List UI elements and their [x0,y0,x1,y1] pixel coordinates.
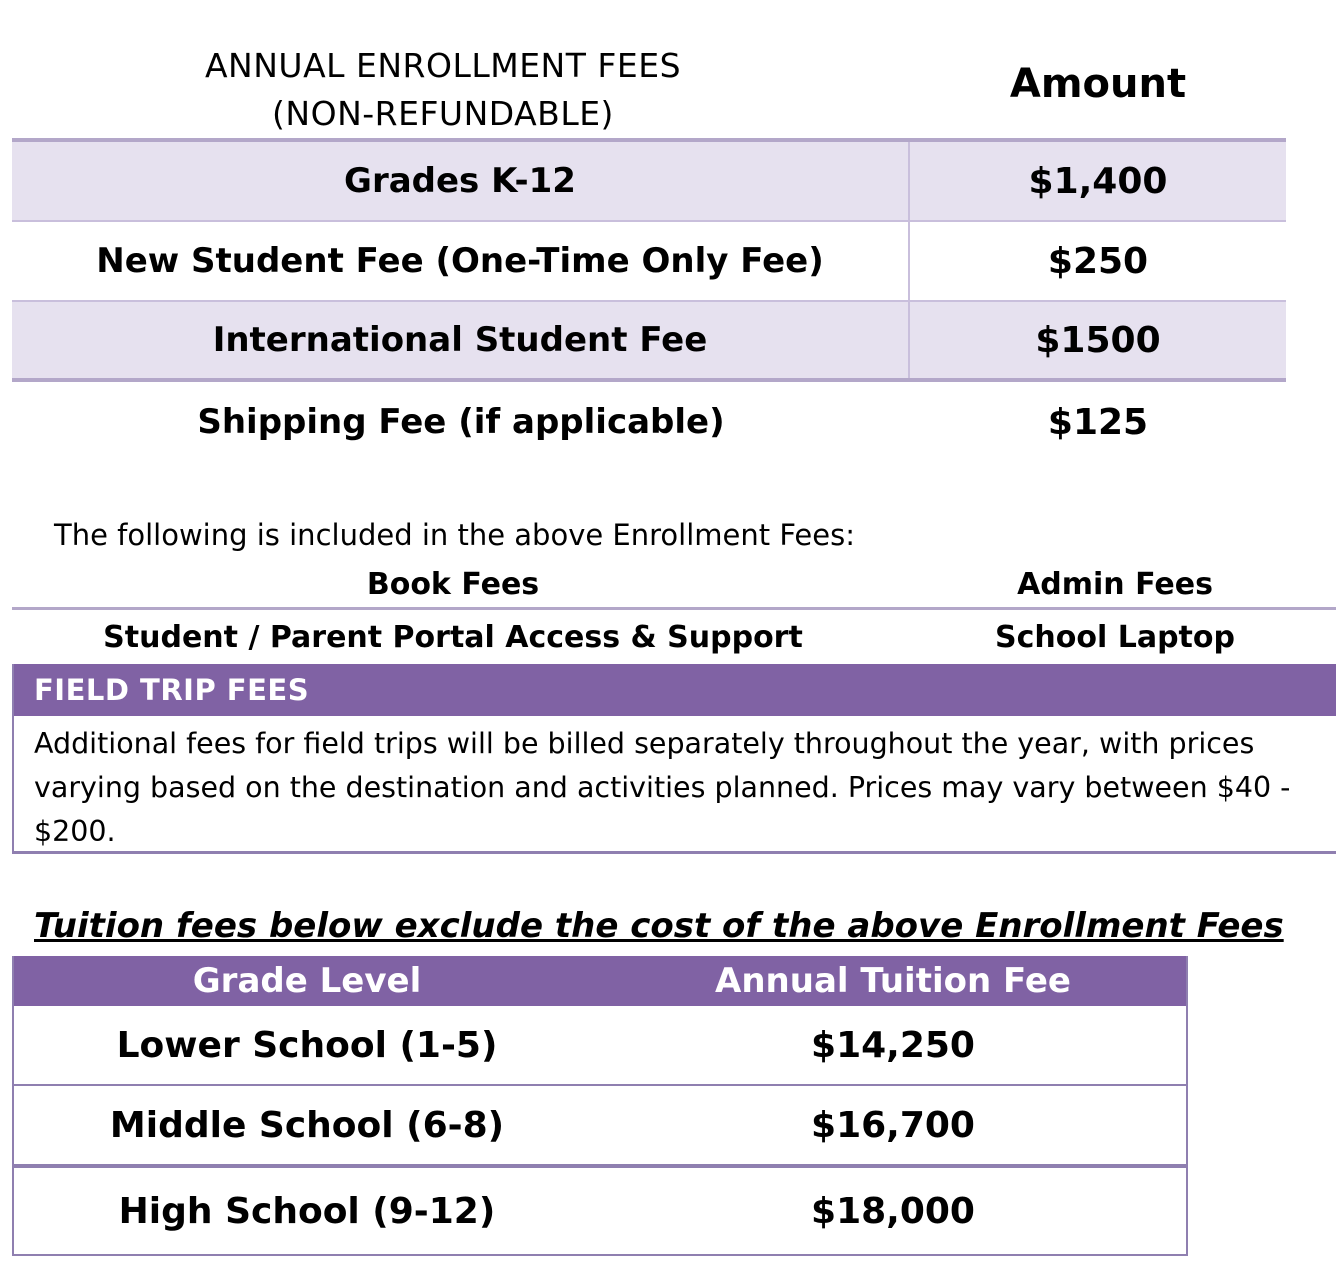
enrollment-table-header [12,30,1286,142]
field-trip-title: FIELD TRIP FEES [14,664,1336,716]
fee-label: Grades K-12 [12,142,910,220]
table-row [12,382,1286,462]
grade-level: Middle School (6-8) [109,1104,505,1146]
enrollment-fees-table [12,30,1286,462]
tuition-table-header [14,956,1186,1006]
included-intro-text: The following is included in the above Enrollment Fees: [54,518,855,552]
table-row [14,1006,1186,1086]
fee-amount: $1,400 [1028,160,1168,202]
tuition-fee: $14,250 [811,1024,975,1066]
included-item: Student / Parent Portal Access & Support [103,619,803,655]
grade-level: High School (9-12) [118,1190,496,1232]
field-trip-section [12,664,1336,854]
annual-tuition-column-header: Annual Tuition Fee [715,961,1071,1001]
field-trip-description: Additional fees for field trips will be billed separately throughout the year, with prices varying based on the destination and activities planned. Prices may vary between $40 - $200. [34,727,1291,848]
enrollment-table-title [12,42,874,138]
table-row [12,142,1286,222]
included-items-row [12,561,1336,610]
fee-label: Shipping Fee (if applicable) [197,402,725,442]
included-item: Admin Fees [1017,566,1213,602]
tuition-table [12,956,1188,1256]
fee-amount: $250 [1047,240,1149,282]
grade-level-column-header: Grade Level [192,961,422,1001]
tuition-fee: $18,000 [811,1190,975,1232]
included-item: Book Fees [366,566,540,602]
tuition-fee: $16,700 [811,1104,975,1146]
fee-label: New Student Fee (One-Time Only Fee) [12,222,910,300]
fee-amount: $125 [1047,401,1149,443]
fee-label: International Student Fee [12,302,910,378]
amount-column-header: Amount [1009,61,1187,107]
included-items-row [12,614,1336,660]
table-row [14,1168,1186,1254]
tuition-note-heading: Tuition fees below exclude the cost of the above Enrollment Fees [34,906,1284,946]
table-row [14,1086,1186,1168]
grade-level: Lower School (1-5) [116,1024,498,1066]
table-row [12,302,1286,382]
included-item: School Laptop [995,619,1235,655]
enrollment-title-line2: (NON-REFUNDABLE) [272,94,614,133]
enrollment-title-line1: ANNUAL ENROLLMENT FEES [204,46,682,85]
table-row [12,222,1286,302]
fee-amount: $1500 [1035,319,1161,361]
